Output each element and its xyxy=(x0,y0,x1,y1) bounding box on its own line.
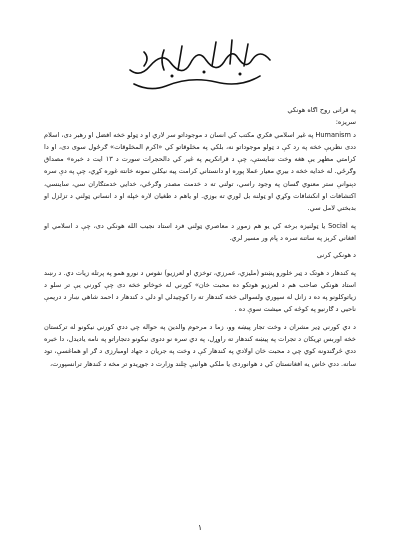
page-number: ۱ xyxy=(197,523,203,532)
paragraph-family: په کندهار د هوتک د ټبر خلورو پښتو (ملیزي، عمرزي، توخزي او لعرزیو) نفوس د نورو همو په پرتله زیات دي. د رښد استاد هونکي صاحب هم د لعرزیو هوتکو ده محبت خان» کورني له خوخاتو خخه دی چې کورني یې تر سلو د زیاتوکلونو په ده د زانل له سپوري ولسوالی خخه کندهار ته را کوچیدلي او دلي د کندهار د احمد شاهي ښار د دریمې ناحیي د ګارنیو په کوڅه کي میشت سوې ده . xyxy=(44,268,356,314)
section-heading: د هونکي کرنی xyxy=(316,251,356,260)
document-title: په قرانی روح اګاه هونکي xyxy=(287,106,356,114)
basmala-calligraphy-icon xyxy=(120,30,280,100)
paragraph-humanism: د Humanism په غیر اسلامي فکري مکتب کي انسان د موجوداتو سر لاري او د ټولو خخه افضل او رهبر دی، اسلام ددی نظریې خخه په رد کې د ټولو موجوداتو نه، بلکي په مخلوقاتو کي «اکرم المخلوقات» ګرځول سوی دی، او دا کرامتي مظهر یې هغه وخت ښایستې، چې د قرانکریم په غیر کي دالحجرات سورت د ۱۳ ایت د خبره» مصداق وګرځي. له خدایه خخه د بیري معیار عملا پوره او دانستاني کرامت پیه نیکلي نمونه خانته غوره کړي، چې په دې سره دېنوانې ستر معنوي ګسان په وجود راسي، تولني ته د خدمت مصدر وګرځي، خدایي خدمتګاران سي، ساینسي، اکتشافات او انکشافات وکړي او ټولنه بل لوري ته بوزي. او یاهم د طغیان لاره خپله او د انساني ټولني د تزلزل او بدبختي لامل سي. xyxy=(44,130,356,213)
paragraph-social: په Social یا ټولنیزه برخه کي یو هم زموږ د معاصري ټولني فرد استاد نجیب الله هونکي دی، چې د اسلامي او افغاني کرېز په ساتنه سره د پام ور مسیر لري. xyxy=(44,221,356,242)
paragraph-ancestors: د دي کورني ډیر مشران د وخت تجار پیښه وو، زما د مرحوم والدین په حواله چي ددي کورني نیکونو له ترکستان خخه اوربس تړیکان د تجرات په پیښه کندهار ته راوړل، په دي سره نو ددوی نیکونو دتجاراتو په نامه یادیدل، دا خبره ددي څرګندونه کوي چي د محبت خان اولادي په کندهار کې د وخت په جریان د جهاد اومبارزی د ګر او هماغسې، تود ساته. ددي خاښ یه افغانستان کي د هوانوردی یا ملکي هوانیې چلند وزارت د جوړیدو تر مخه د کندهار ترانسپورت، xyxy=(44,322,356,368)
document-body xyxy=(44,104,356,370)
intro-label: سریزه: xyxy=(335,118,356,127)
